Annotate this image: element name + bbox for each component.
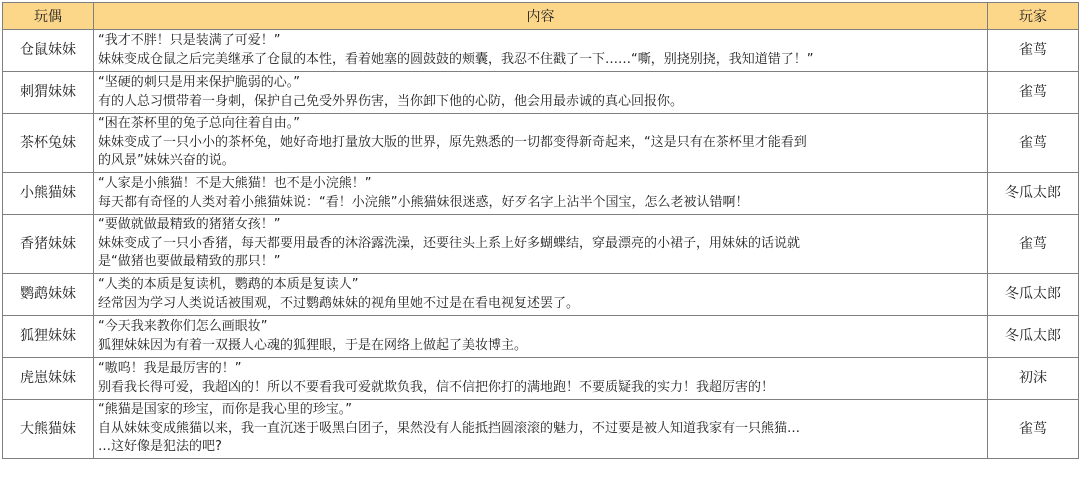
- content-cell: [94, 173, 988, 215]
- content-cell: [94, 358, 988, 400]
- description-text: 自从妹妹变成熊猫以来，我一直沉迷于吸黑白团子，果然没有人能抵挡圆滚滚的魅力，不过要是被人知道我家有一只熊猫…: [98, 420, 801, 436]
- content-cell: [94, 400, 988, 459]
- toy-name: 仓鼠妹妹: [3, 30, 94, 72]
- toy-name: 茶杯兔妹: [3, 114, 94, 173]
- description-text: 每天都有奇怪的人类对着小熊猫妹说：“看！小浣熊”小熊猫妹很迷惑，好歹名字上沾半个国宝，怎么老被认错啊！: [98, 194, 749, 210]
- description-text: 经常因为学习人类说话被围观，不过鹦鹉妹妹的视角里她不过是在看电视复述罢了。: [98, 295, 580, 311]
- description-text: 别看我长得可爱，我超凶的！所以不要看我可爱就欺负我，信不信把你打的满地跑！不要质疑我的实力！我超厉害的！: [98, 379, 775, 395]
- table-row: [3, 215, 1079, 274]
- description-text: 的风景”妹妹兴奋的说。: [98, 153, 235, 169]
- quote-text: “人类的本质是复读机，鹦鹉的本质是复读人”: [98, 277, 359, 292]
- content-cell: [94, 215, 988, 274]
- player-name: 雀茑: [988, 114, 1079, 173]
- quote-text: “人家是小熊猫！不是大熊猫！也不是小浣熊！”: [98, 176, 372, 191]
- toy-name: 小熊猫妹: [3, 173, 94, 215]
- quote-text: “困在茶杯里的兔子总向往着自由。”: [98, 116, 300, 132]
- description-text: 是“做猪也要做最精致的那只！”: [98, 254, 281, 270]
- table-header-row: [3, 3, 1079, 30]
- player-name: 冬瓜太郎: [988, 173, 1079, 215]
- table-row: [3, 400, 1079, 459]
- description-text: 狐狸妹妹因为有着一双摄人心魂的狐狸眼，于是在网络上做起了美妆博主。: [98, 337, 528, 353]
- player-name: 雀茑: [988, 400, 1079, 459]
- header-toy: 玩偶: [3, 3, 94, 30]
- content-cell: [94, 114, 988, 173]
- content-cell: [94, 72, 988, 114]
- header-content: 内容: [94, 3, 988, 30]
- header-player: 玩家: [988, 3, 1079, 30]
- content-cell: [94, 274, 988, 316]
- description-text: …这好像是犯法的吧?: [98, 439, 222, 455]
- quote-text: “我才不胖！只是装满了可爱！”: [98, 33, 281, 48]
- table-row: [3, 358, 1079, 400]
- player-name: 雀茑: [988, 72, 1079, 114]
- description-text: 妹妹变成了一只小小的茶杯兔，她好奇地打量放大版的世界，原先熟悉的一切都变得新奇起来，“这是只有在茶杯里才能看到: [98, 134, 807, 150]
- description-text: 妹妹变成了一只小香猪，每天都要用最香的沐浴露洗澡，还要往头上系上好多蝴蝶结，穿最漂亮的小裙子，用妹妹的话说就: [98, 235, 801, 251]
- table-row: [3, 274, 1079, 316]
- toy-name: 刺猬妹妹: [3, 72, 94, 114]
- player-name: 冬瓜太郎: [988, 316, 1079, 358]
- toy-name: 大熊猫妹: [3, 400, 94, 459]
- table-row: [3, 114, 1079, 173]
- table-row: [3, 30, 1079, 72]
- table-row: [3, 72, 1079, 114]
- toy-name: 鹦鹉妹妹: [3, 274, 94, 316]
- quote-text: “要做就做最精致的猪猪女孩！”: [98, 217, 281, 233]
- toy-name: 狐狸妹妹: [3, 316, 94, 358]
- description-text: 妹妹变成仓鼠之后完美继承了仓鼠的本性，看着她塞的圆鼓鼓的颊囊，我忍不住戳了一下……“嘶，别挠别挠，我知道错了！”: [98, 51, 814, 67]
- description-text: 有的人总习惯带着一身刺，保护自己免受外界伤害，当你卸下他的心防，他会用最赤诚的真心回报你。: [98, 93, 684, 109]
- table-row: [3, 316, 1079, 358]
- toy-table: [2, 2, 1079, 459]
- player-name: 雀茑: [988, 215, 1079, 274]
- content-cell: [94, 30, 988, 72]
- player-name: 初沫: [988, 358, 1079, 400]
- content-cell: [94, 316, 988, 358]
- table-row: [3, 173, 1079, 215]
- quote-text: “今天我来教你们怎么画眼妆”: [98, 319, 268, 334]
- player-name: 冬瓜太郎: [988, 274, 1079, 316]
- toy-name: 香猪妹妹: [3, 215, 94, 274]
- quote-text: “坚硬的刺只是用来保护脆弱的心。”: [98, 75, 300, 90]
- quote-text: “熊猫是国家的珍宝，而你是我心里的珍宝。”: [98, 402, 352, 418]
- player-name: 雀茑: [988, 30, 1079, 72]
- quote-text: “嗷呜！我是最厉害的！”: [98, 361, 242, 376]
- toy-name: 虎崽妹妹: [3, 358, 94, 400]
